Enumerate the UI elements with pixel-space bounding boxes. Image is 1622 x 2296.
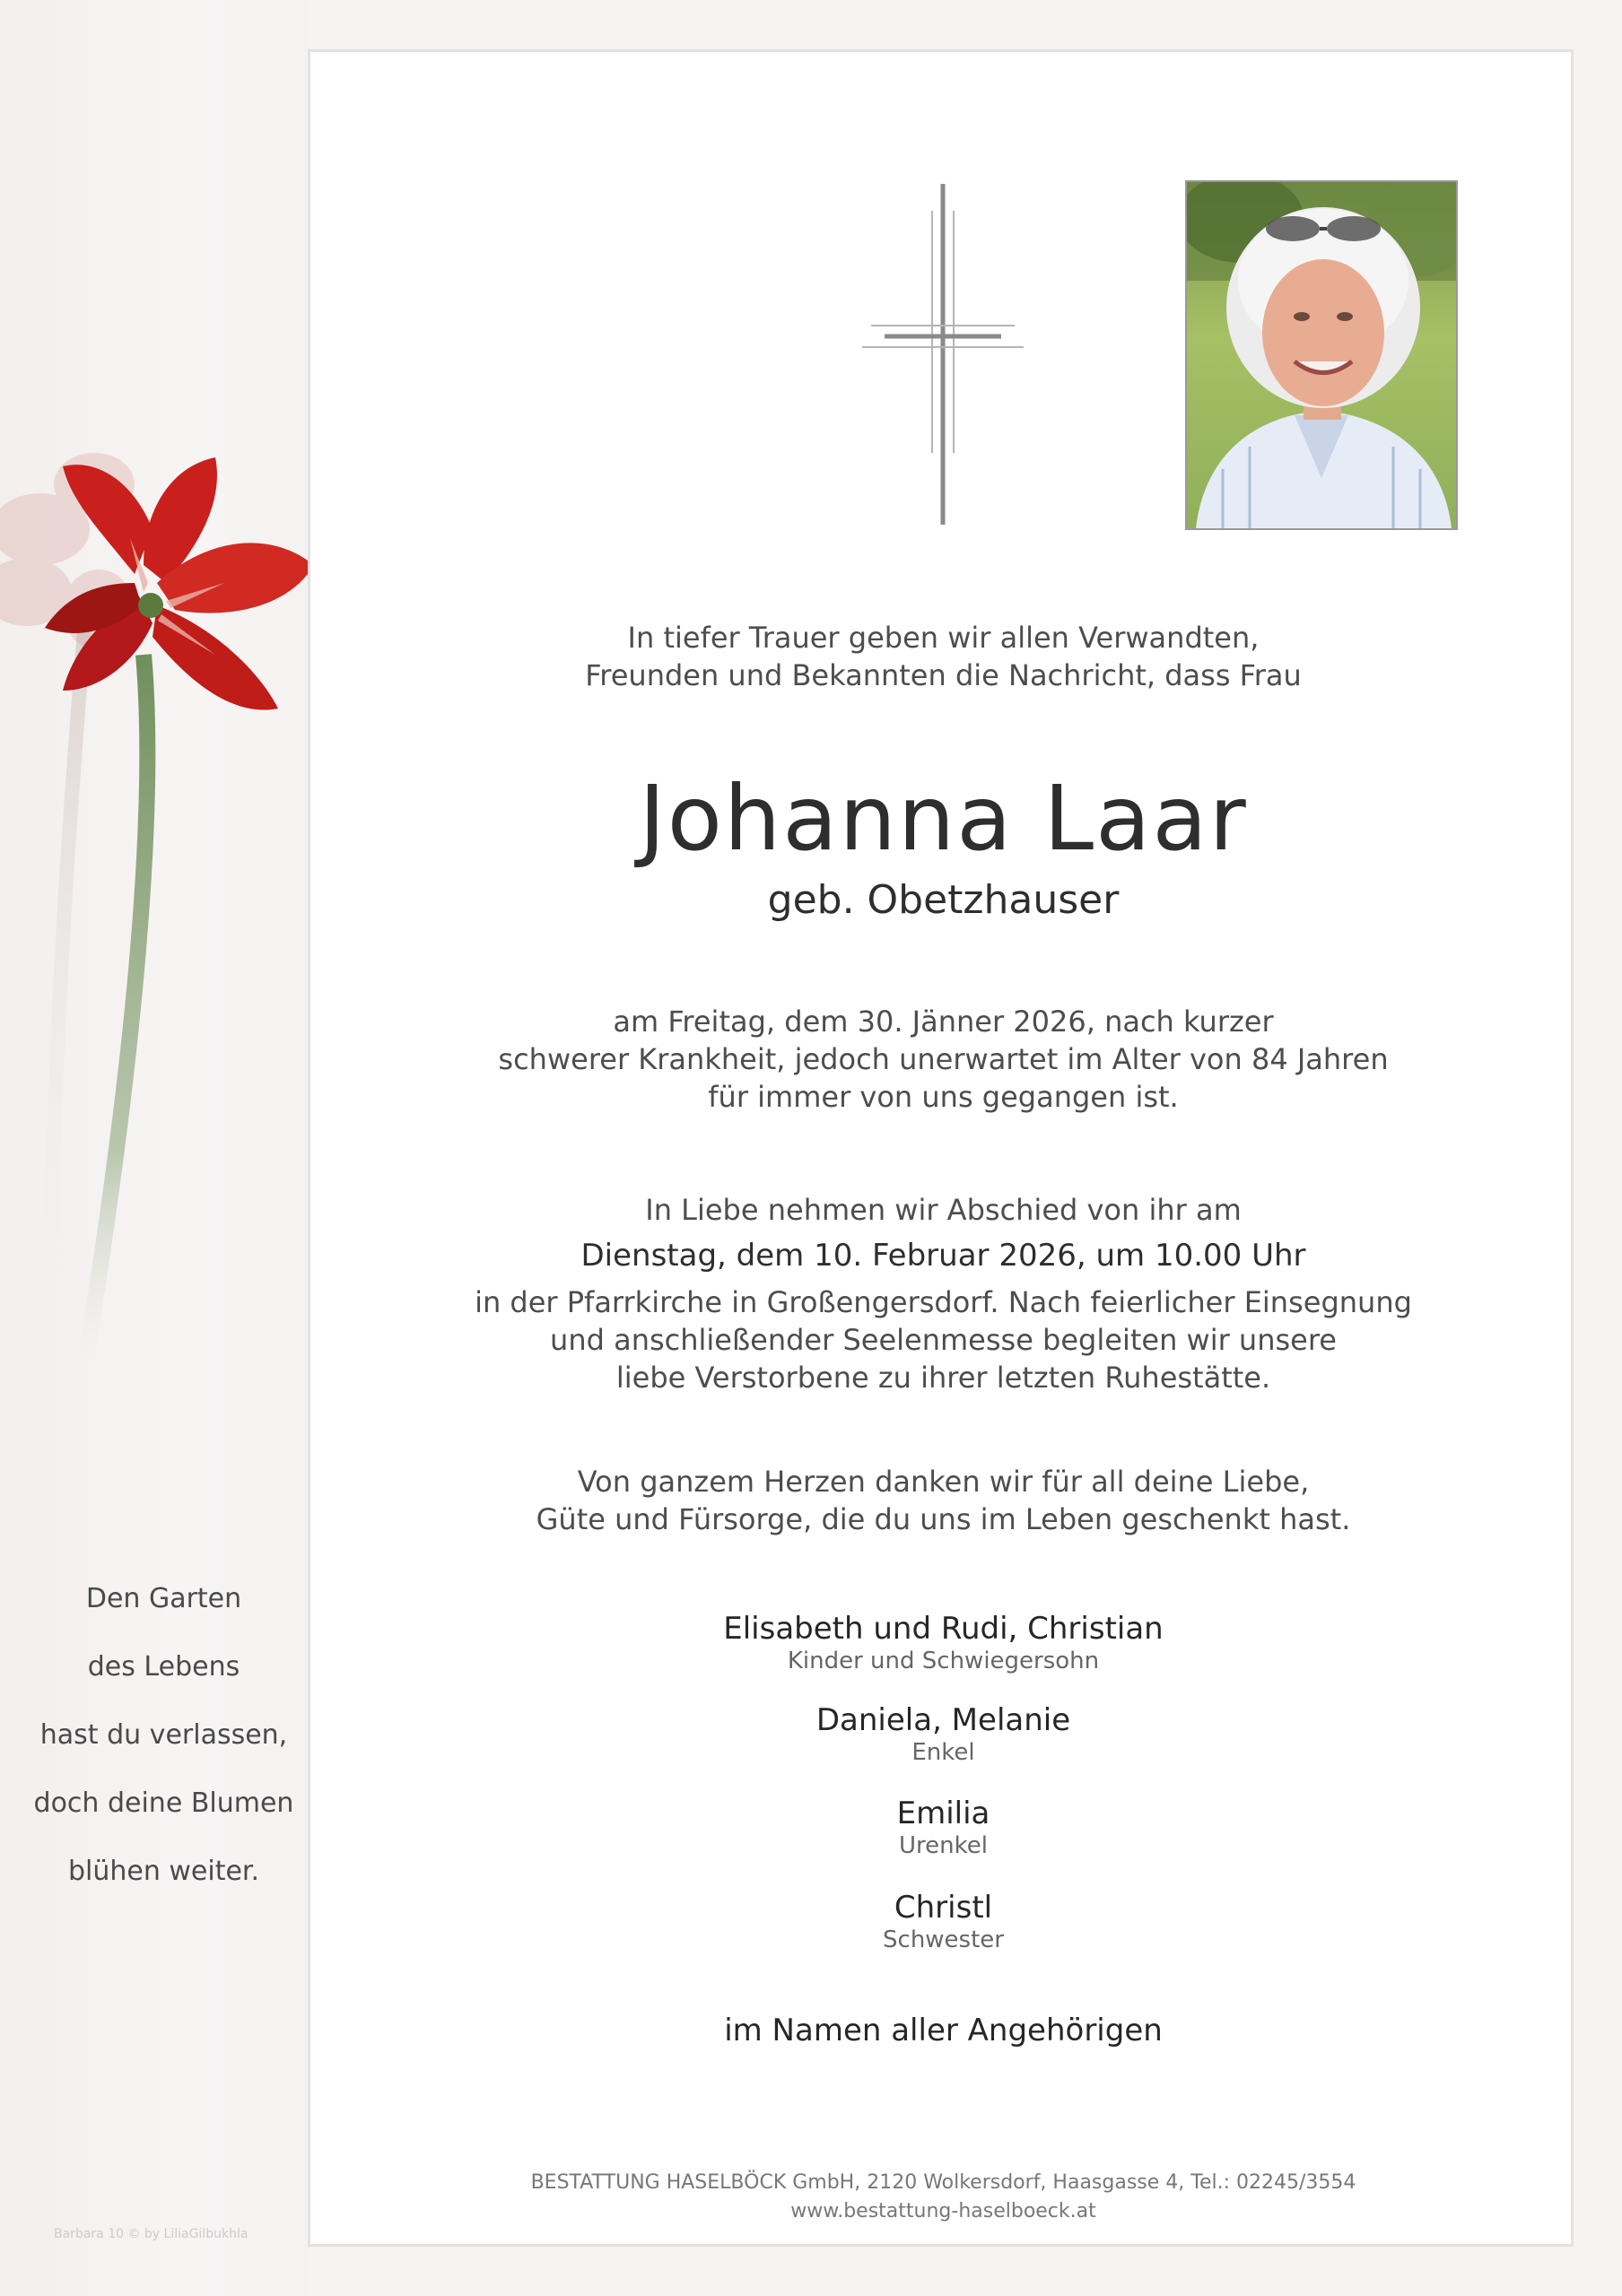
mourner-group — [310, 1890, 1576, 1954]
mourner-relation: Urenkel — [899, 1832, 988, 1859]
mourner-names: Daniela, Melanie — [815, 1702, 1071, 1738]
birth-name: geb. Obetzhauser — [767, 877, 1120, 923]
portrait-photo — [1185, 180, 1458, 530]
footer-address: BESTATTUNG HASELBÖCK GmbH, 2120 Wolkersdorf, Haasgasse 4, Tel.: 02245/3554 — [530, 2171, 1356, 2194]
poem-line: hast du verlassen, — [39, 1719, 288, 1751]
poem-line: Den Garten — [85, 1583, 242, 1614]
funeral-details-line-1: in der Pfarrkirche in Großengersdorf. Nach feierlicher Einsegnung — [475, 1285, 1412, 1319]
poem-line: des Lebens — [87, 1651, 240, 1683]
poem-line: doch deine Blumen — [33, 1787, 294, 1819]
sidebar — [0, 0, 308, 2296]
footer — [310, 2169, 1576, 2226]
mourner-names: Christl — [894, 1890, 993, 1926]
death-notice-line-1: am Freitag, dem 30. Jänner 2026, nach kurzer — [613, 1004, 1274, 1039]
funeral-details-line-2: und anschließender Seelenmesse begleiten wir unsere — [550, 1323, 1337, 1357]
side-poem — [0, 1565, 327, 1906]
funeral-date: Dienstag, dem 10. Februar 2026, um 10.00 Uhr — [580, 1238, 1306, 1274]
death-notice-line-2: schwerer Krankheit, jedoch unerwartet im Alter von 84 Jahren — [498, 1042, 1389, 1076]
thanks-line-1: Von ganzem Herzen danken wir für all deine Liebe, — [577, 1465, 1310, 1499]
deceased-name: Johanna Laar — [639, 766, 1248, 871]
amaryllis-flower-image — [0, 430, 359, 1399]
thanks-text — [310, 1463, 1576, 1538]
mourner-group — [310, 1796, 1576, 1860]
intro-line-1: In tiefer Trauer geben wir allen Verwandten, — [627, 621, 1260, 655]
thanks-line-2: Güte und Fürsorge, die du uns im Leben geschenkt hast. — [536, 1502, 1351, 1536]
image-credit: Barbara 10 © by LiliaGilbukhla — [54, 2227, 249, 2241]
death-notice-line-3: für immer von uns gegangen ist. — [708, 1080, 1179, 1114]
mourner-relation: Schwester — [883, 1926, 1004, 1953]
death-notice — [310, 1003, 1576, 1116]
farewell-intro: In Liebe nehmen wir Abschied von ihr am — [645, 1193, 1242, 1227]
funeral-details — [310, 1283, 1576, 1396]
mourner-group — [310, 1611, 1576, 1675]
intro-line-2: Freunden und Bekannten die Nachricht, dass Frau — [585, 658, 1302, 692]
footer-website: www.bestattung-haselboeck.at — [790, 2200, 1096, 2222]
poem-line: blühen weiter. — [67, 1856, 260, 1887]
closing-line: im Namen aller Angehörigen — [724, 2013, 1163, 2048]
obituary-card — [308, 49, 1574, 2247]
mourner-names: Emilia — [896, 1796, 990, 1831]
mourner-relation: Kinder und Schwiegersohn — [787, 1648, 1100, 1674]
funeral-details-line-3: liebe Verstorbene zu ihrer letzten Ruhestätte. — [615, 1361, 1271, 1395]
cross-icon — [853, 184, 1033, 525]
mourner-names: Elisabeth und Rudi, Christian — [723, 1611, 1164, 1647]
mourner-group — [310, 1702, 1576, 1767]
intro-text — [310, 619, 1576, 694]
mourner-relation: Enkel — [911, 1739, 975, 1766]
